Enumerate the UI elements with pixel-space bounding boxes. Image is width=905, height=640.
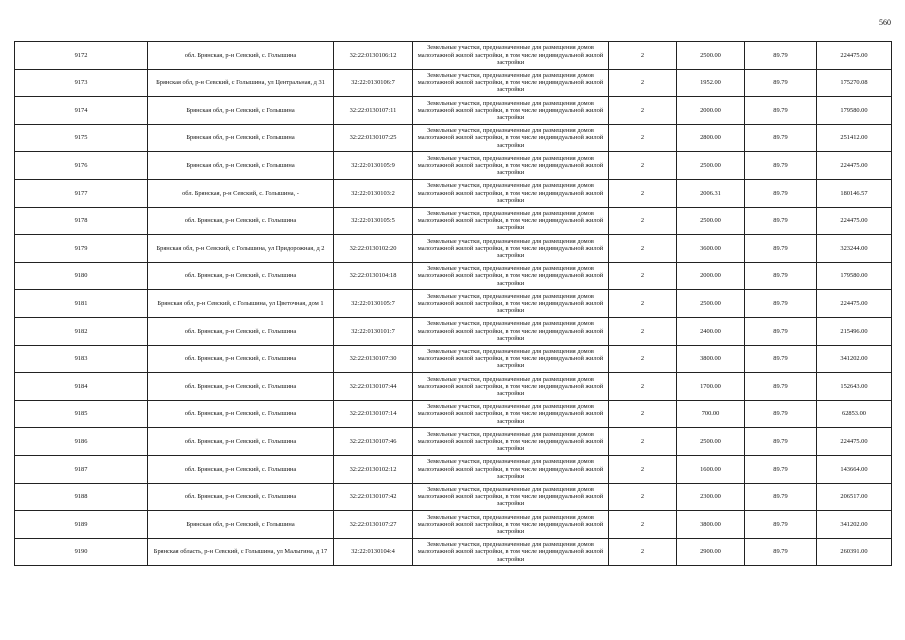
area-cell: 2500.00	[677, 428, 745, 456]
row-number: 9178	[15, 207, 148, 235]
specific-value-cell: 89.79	[745, 262, 817, 290]
cadastral-value-cell: 224475.00	[817, 152, 892, 180]
table-row	[15, 42, 892, 70]
table-row	[15, 428, 892, 456]
row-number: 9189	[15, 511, 148, 539]
cadastral-value-cell: 323244.00	[817, 235, 892, 263]
address-cell: обл. Брянская, р-н Севский, с. Голышина	[148, 428, 334, 456]
area-cell: 700.00	[677, 400, 745, 428]
land-use-cell: Земельные участки, предназначенные для размещения домов малоэтажной жилой застройки, в том числе индивидуальной жилой застройки	[413, 317, 609, 345]
land-use-cell: Земельные участки, предназначенные для размещения домов малоэтажной жилой застройки, в том числе индивидуальной жилой застройки	[413, 428, 609, 456]
address-cell: обл. Брянская, р-н Севский, с. Голышина	[148, 483, 334, 511]
land-use-cell: Земельные участки, предназначенные для размещения домов малоэтажной жилой застройки, в том числе индивидуальной жилой застройки	[413, 455, 609, 483]
land-use-cell: Земельные участки, предназначенные для размещения домов малоэтажной жилой застройки, в том числе индивидуальной жилой застройки	[413, 538, 609, 566]
land-use-cell: Земельные участки, предназначенные для размещения домов малоэтажной жилой застройки, в том числе индивидуальной жилой застройки	[413, 42, 609, 70]
address-cell: обл. Брянская, р-н Севский, с. Голышина	[148, 373, 334, 401]
address-cell: Брянская обл, р-н Севский, с Голышина	[148, 124, 334, 152]
table-row	[15, 235, 892, 263]
cadastral-number-cell: 32:22:0130102:20	[334, 235, 413, 263]
specific-value-cell: 89.79	[745, 345, 817, 373]
land-use-cell: Земельные участки, предназначенные для размещения домов малоэтажной жилой застройки, в том числе индивидуальной жилой застройки	[413, 373, 609, 401]
land-use-cell: Земельные участки, предназначенные для размещения домов малоэтажной жилой застройки, в том числе индивидуальной жилой застройки	[413, 124, 609, 152]
land-use-cell: Земельные участки, предназначенные для размещения домов малоэтажной жилой застройки, в том числе индивидуальной жилой застройки	[413, 97, 609, 125]
land-registry-table	[14, 41, 892, 566]
area-cell: 2000.00	[677, 262, 745, 290]
cadastral-number-cell: 32:22:0130104:4	[334, 538, 413, 566]
cadastral-number-cell: 32:22:0130107:30	[334, 345, 413, 373]
cadastral-number-cell: 32:22:0130107:11	[334, 97, 413, 125]
cadastral-number-cell: 32:22:0130107:44	[334, 373, 413, 401]
group-cell: 2	[609, 235, 677, 263]
cadastral-number-cell: 32:22:0130105:9	[334, 152, 413, 180]
specific-value-cell: 89.79	[745, 124, 817, 152]
group-cell: 2	[609, 345, 677, 373]
specific-value-cell: 89.79	[745, 207, 817, 235]
group-cell: 2	[609, 483, 677, 511]
address-cell: Брянская обл, р-н Севский, с Голышина, ул Придорожная, д 2	[148, 235, 334, 263]
cadastral-value-cell: 251412.00	[817, 124, 892, 152]
cadastral-value-cell: 143664.00	[817, 455, 892, 483]
group-cell: 2	[609, 179, 677, 207]
row-number: 9179	[15, 235, 148, 263]
specific-value-cell: 89.79	[745, 400, 817, 428]
group-cell: 2	[609, 428, 677, 456]
table-row	[15, 373, 892, 401]
cadastral-value-cell: 341202.00	[817, 345, 892, 373]
area-cell: 3800.00	[677, 345, 745, 373]
row-number: 9175	[15, 124, 148, 152]
area-cell: 2400.00	[677, 317, 745, 345]
cadastral-value-cell: 224475.00	[817, 290, 892, 318]
table-row	[15, 455, 892, 483]
cadastral-value-cell: 224475.00	[817, 428, 892, 456]
group-cell: 2	[609, 262, 677, 290]
specific-value-cell: 89.79	[745, 428, 817, 456]
address-cell: обл. Брянская, р-н Севский, с. Голышина	[148, 345, 334, 373]
table-row	[15, 345, 892, 373]
land-use-cell: Земельные участки, предназначенные для размещения домов малоэтажной жилой застройки, в том числе индивидуальной жилой застройки	[413, 235, 609, 263]
cadastral-number-cell: 32:22:0130102:12	[334, 455, 413, 483]
group-cell: 2	[609, 69, 677, 97]
group-cell: 2	[609, 317, 677, 345]
specific-value-cell: 89.79	[745, 152, 817, 180]
cadastral-value-cell: 175270.08	[817, 69, 892, 97]
table-row	[15, 290, 892, 318]
table-row	[15, 152, 892, 180]
row-number: 9173	[15, 69, 148, 97]
area-cell: 1700.00	[677, 373, 745, 401]
address-cell: Брянская обл, р-н Севский, с Голышина	[148, 152, 334, 180]
specific-value-cell: 89.79	[745, 290, 817, 318]
address-cell: обл. Брянская, р-н Севский, с. Голышина	[148, 42, 334, 70]
land-use-cell: Земельные участки, предназначенные для размещения домов малоэтажной жилой застройки, в том числе индивидуальной жилой застройки	[413, 290, 609, 318]
address-cell: обл. Брянская, р-н Севский, с. Голышина	[148, 455, 334, 483]
group-cell: 2	[609, 455, 677, 483]
land-use-cell: Земельные участки, предназначенные для размещения домов малоэтажной жилой застройки, в том числе индивидуальной жилой застройки	[413, 152, 609, 180]
address-cell: обл. Брянская, р-н Севский, с. Голышина, -	[148, 179, 334, 207]
cadastral-value-cell: 215496.00	[817, 317, 892, 345]
row-number: 9176	[15, 152, 148, 180]
cadastral-number-cell: 32:22:0130107:42	[334, 483, 413, 511]
specific-value-cell: 89.79	[745, 483, 817, 511]
row-number: 9182	[15, 317, 148, 345]
table-row	[15, 207, 892, 235]
row-number: 9190	[15, 538, 148, 566]
cadastral-value-cell: 224475.00	[817, 42, 892, 70]
area-cell: 3800.00	[677, 511, 745, 539]
row-number: 9185	[15, 400, 148, 428]
area-cell: 2500.00	[677, 290, 745, 318]
row-number: 9184	[15, 373, 148, 401]
area-cell: 2500.00	[677, 42, 745, 70]
cadastral-value-cell: 206517.00	[817, 483, 892, 511]
table-row	[15, 262, 892, 290]
specific-value-cell: 89.79	[745, 97, 817, 125]
cadastral-number-cell: 32:22:0130105:5	[334, 207, 413, 235]
cadastral-number-cell: 32:22:0130106:7	[334, 69, 413, 97]
specific-value-cell: 89.79	[745, 69, 817, 97]
cadastral-number-cell: 32:22:0130107:14	[334, 400, 413, 428]
area-cell: 2900.00	[677, 538, 745, 566]
table-body	[15, 42, 892, 566]
cadastral-value-cell: 179580.00	[817, 262, 892, 290]
row-number: 9188	[15, 483, 148, 511]
row-number: 9186	[15, 428, 148, 456]
table-row	[15, 97, 892, 125]
address-cell: Брянская обл, р-н Севский, с Голышина, ул Центральная, д 31	[148, 69, 334, 97]
cadastral-value-cell: 341202.00	[817, 511, 892, 539]
area-cell: 3600.00	[677, 235, 745, 263]
table-row	[15, 69, 892, 97]
table-row	[15, 538, 892, 566]
row-number: 9172	[15, 42, 148, 70]
row-number: 9174	[15, 97, 148, 125]
group-cell: 2	[609, 373, 677, 401]
specific-value-cell: 89.79	[745, 42, 817, 70]
specific-value-cell: 89.79	[745, 373, 817, 401]
cadastral-number-cell: 32:22:0130107:46	[334, 428, 413, 456]
row-number: 9177	[15, 179, 148, 207]
group-cell: 2	[609, 207, 677, 235]
area-cell: 2800.00	[677, 124, 745, 152]
cadastral-value-cell: 152643.00	[817, 373, 892, 401]
group-cell: 2	[609, 97, 677, 125]
group-cell: 2	[609, 152, 677, 180]
group-cell: 2	[609, 400, 677, 428]
cadastral-value-cell: 180146.57	[817, 179, 892, 207]
area-cell: 1952.00	[677, 69, 745, 97]
land-use-cell: Земельные участки, предназначенные для размещения домов малоэтажной жилой застройки, в том числе индивидуальной жилой застройки	[413, 483, 609, 511]
address-cell: обл. Брянская, р-н Севский, с. Голышина	[148, 400, 334, 428]
cadastral-number-cell: 32:22:0130107:27	[334, 511, 413, 539]
table-row	[15, 179, 892, 207]
group-cell: 2	[609, 42, 677, 70]
group-cell: 2	[609, 124, 677, 152]
area-cell: 1600.00	[677, 455, 745, 483]
land-use-cell: Земельные участки, предназначенные для размещения домов малоэтажной жилой застройки, в том числе индивидуальной жилой застройки	[413, 511, 609, 539]
group-cell: 2	[609, 290, 677, 318]
page-number: 560	[879, 18, 891, 27]
group-cell: 2	[609, 538, 677, 566]
address-cell: Брянская область, р-н Севский, с Голышина, ул Малыгина, д 17	[148, 538, 334, 566]
land-use-cell: Земельные участки, предназначенные для размещения домов малоэтажной жилой застройки, в том числе индивидуальной жилой застройки	[413, 179, 609, 207]
table-row	[15, 317, 892, 345]
specific-value-cell: 89.79	[745, 317, 817, 345]
cadastral-number-cell: 32:22:0130103:2	[334, 179, 413, 207]
cadastral-number-cell: 32:22:0130105:7	[334, 290, 413, 318]
land-use-cell: Земельные участки, предназначенные для размещения домов малоэтажной жилой застройки, в том числе индивидуальной жилой застройки	[413, 207, 609, 235]
address-cell: Брянская обл, р-н Севский, с Голышина, ул Цветочная, дом 1	[148, 290, 334, 318]
specific-value-cell: 89.79	[745, 511, 817, 539]
cadastral-number-cell: 32:22:0130104:18	[334, 262, 413, 290]
area-cell: 2500.00	[677, 152, 745, 180]
table-row	[15, 400, 892, 428]
specific-value-cell: 89.79	[745, 538, 817, 566]
land-use-cell: Земельные участки, предназначенные для размещения домов малоэтажной жилой застройки, в том числе индивидуальной жилой застройки	[413, 69, 609, 97]
address-cell: Брянская обл, р-н Севский, с Голышина	[148, 511, 334, 539]
specific-value-cell: 89.79	[745, 455, 817, 483]
row-number: 9187	[15, 455, 148, 483]
cadastral-number-cell: 32:22:0130101:7	[334, 317, 413, 345]
land-use-cell: Земельные участки, предназначенные для размещения домов малоэтажной жилой застройки, в том числе индивидуальной жилой застройки	[413, 400, 609, 428]
cadastral-number-cell: 32:22:0130107:25	[334, 124, 413, 152]
cadastral-value-cell: 224475.00	[817, 207, 892, 235]
address-cell: Брянская обл, р-н Севский, с Голышина	[148, 97, 334, 125]
address-cell: обл. Брянская, р-н Севский, с. Голышина	[148, 317, 334, 345]
area-cell: 2300.00	[677, 483, 745, 511]
land-use-cell: Земельные участки, предназначенные для размещения домов малоэтажной жилой застройки, в том числе индивидуальной жилой застройки	[413, 262, 609, 290]
cadastral-value-cell: 179580.00	[817, 97, 892, 125]
row-number: 9180	[15, 262, 148, 290]
land-use-cell: Земельные участки, предназначенные для размещения домов малоэтажной жилой застройки, в том числе индивидуальной жилой застройки	[413, 345, 609, 373]
address-cell: обл. Брянская, р-н Севский, с. Голышина	[148, 207, 334, 235]
area-cell: 2006.31	[677, 179, 745, 207]
table-row	[15, 511, 892, 539]
cadastral-number-cell: 32:22:0130106:12	[334, 42, 413, 70]
address-cell: обл. Брянская, р-н Севский, с. Голышина	[148, 262, 334, 290]
area-cell: 2000.00	[677, 97, 745, 125]
table-row	[15, 483, 892, 511]
area-cell: 2500.00	[677, 207, 745, 235]
specific-value-cell: 89.79	[745, 235, 817, 263]
table-row	[15, 124, 892, 152]
row-number: 9181	[15, 290, 148, 318]
cadastral-value-cell: 260391.00	[817, 538, 892, 566]
row-number: 9183	[15, 345, 148, 373]
group-cell: 2	[609, 511, 677, 539]
cadastral-value-cell: 62853.00	[817, 400, 892, 428]
specific-value-cell: 89.79	[745, 179, 817, 207]
